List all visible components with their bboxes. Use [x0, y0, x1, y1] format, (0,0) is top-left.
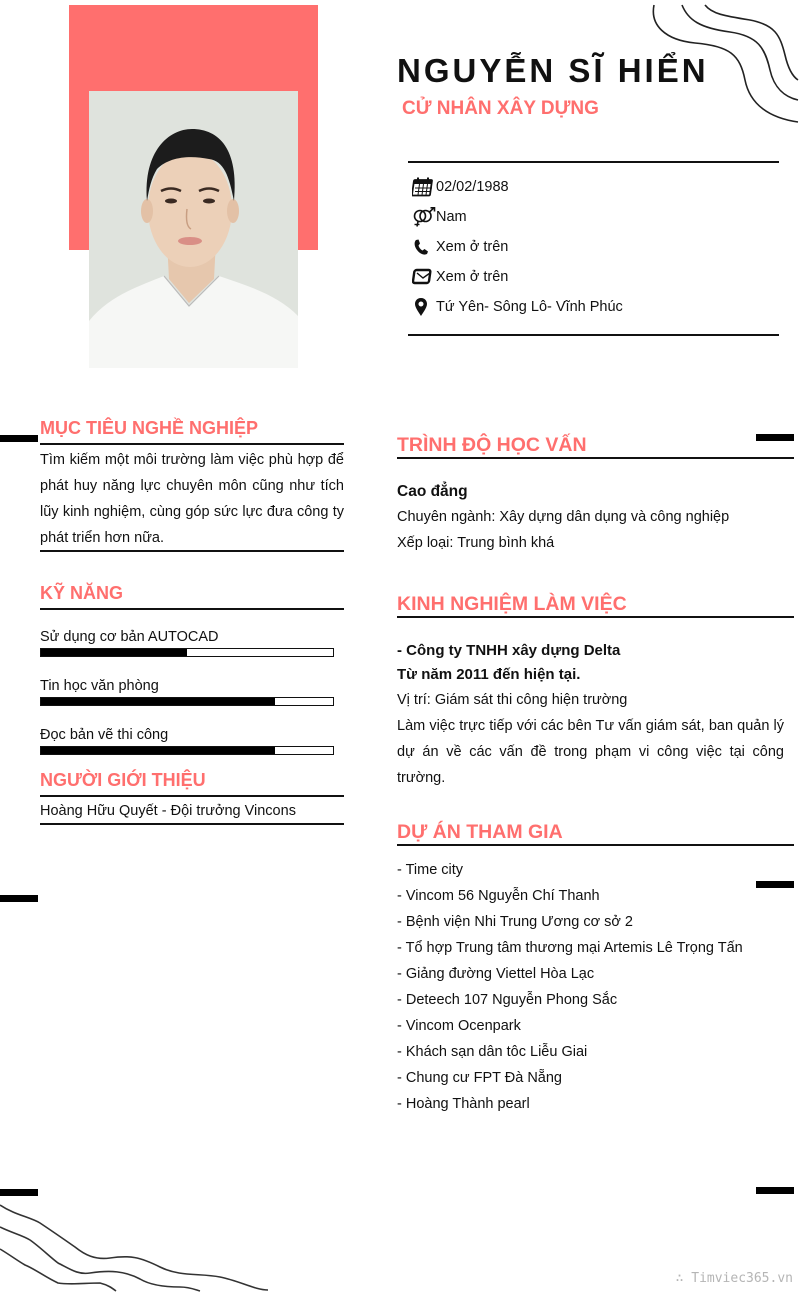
info-row-birthdate [412, 177, 509, 197]
references-bottom-rule [40, 823, 344, 825]
references-rule [40, 795, 344, 797]
email-icon [412, 267, 436, 287]
education-rule [397, 457, 794, 459]
skill-label: Tin học văn phòng [40, 678, 159, 694]
contact-info [408, 161, 779, 336]
objective-text: Tìm kiếm một môi trường làm việc phù hợp để phát huy năng lực chuyên môn cũng như tích lũy kinh nghiệm, cùng góp sức lực đưa công ty phát triển hơn nữa. [40, 452, 344, 546]
experience-rule [397, 616, 794, 618]
skill-progress-fill [41, 698, 275, 705]
skill-label: Đọc bản vẽ thi công [40, 727, 169, 743]
references-text: Hoàng Hữu Quyết - Đội trưởng Vincons [40, 803, 296, 819]
phone-value[interactable]: Xem ở trên [436, 239, 509, 255]
education-title: TRÌNH ĐỘ HỌC VẤN [397, 434, 587, 456]
experience-company: - Công ty TNHH xây dựng Delta [397, 642, 621, 659]
project-item: - Chung cư FPT Đà Nẵng [397, 1070, 562, 1086]
education-major: Chuyên ngành: Xây dựng dân dụng và công nghiệp [397, 509, 730, 525]
info-row-email [412, 267, 508, 287]
location-pin-icon [412, 297, 436, 317]
project-item: - Vincom Ocenpark [397, 1018, 521, 1034]
email-value[interactable]: Xem ở trên [436, 269, 509, 285]
gender-icon [412, 207, 436, 227]
portrait-image [89, 91, 298, 368]
watermark: ∴ Timviec365.vn [675, 1271, 793, 1286]
projects-rule [397, 844, 794, 846]
info-row-address [412, 297, 623, 317]
phone-icon [412, 237, 436, 257]
education-degree: Cao đẳng [397, 483, 468, 500]
projects-title: DỰ ÁN THAM GIA [397, 821, 563, 843]
birthdate-value: 02/02/1988 [436, 179, 509, 195]
objective-rule [40, 443, 344, 445]
project-item: - Bệnh viện Nhi Trung Ương cơ sở 2 [397, 914, 633, 930]
experience-description: Làm việc trực tiếp với các bên Tư vấn giám sát, ban quản lý dự án về các vấn đề trong phạm vi công việc tại công trường. [397, 718, 784, 786]
skill-progress-bar [40, 746, 334, 755]
skill-progress-bar [40, 697, 334, 706]
skills-title: KỸ NĂNG [40, 583, 124, 603]
skill-progress-fill [41, 649, 187, 656]
decor-bar-left-2 [0, 895, 38, 902]
decor-bar-left-1 [0, 435, 38, 442]
skill-progress-fill [41, 747, 275, 754]
experience-title: KINH NGHIỆM LÀM VIỆC [397, 593, 627, 615]
decor-bar-right-2 [756, 881, 794, 888]
education-grade: Xếp loại: Trung bình khá [397, 535, 555, 551]
project-item: - Giảng đường Viettel Hòa Lạc [397, 966, 595, 982]
gender-value: Nam [436, 209, 467, 225]
decor-bar-right-1 [756, 434, 794, 441]
skill-progress-bar [40, 648, 334, 657]
projects-list [397, 857, 743, 1117]
info-row-gender [412, 207, 467, 227]
project-item: - Vincom 56 Nguyễn Chí Thanh [397, 888, 600, 904]
wave-decoration-bottom-left [0, 1195, 280, 1295]
experience-period: Từ năm 2011 đến hiện tại. [397, 666, 581, 683]
address-value: Tứ Yên- Sông Lô- Vĩnh Phúc [436, 299, 623, 315]
candidate-title: CỬ NHÂN XÂY DỰNG [402, 98, 599, 119]
project-item: - Tổ hợp Trung tâm thương mại Artemis Lê Trọng Tấn [397, 940, 743, 956]
project-item: - Time city [397, 862, 464, 878]
experience-position: Vị trí: Giám sát thi công hiện trường [397, 692, 628, 708]
skills-rule [40, 608, 344, 610]
project-item: - Deteech 107 Nguyễn Phong Sắc [397, 992, 618, 1008]
calendar-icon [412, 177, 436, 197]
profile-photo [89, 91, 298, 368]
references-title: NGƯỜI GIỚI THIỆU [40, 770, 206, 790]
objective-title: MỤC TIÊU NGHỀ NGHIỆP [40, 418, 259, 438]
info-row-phone [412, 237, 508, 257]
decor-bar-right-3 [756, 1187, 794, 1194]
skill-label: Sử dụng cơ bản AUTOCAD [40, 629, 219, 645]
project-item: - Khách sạn dân tôc Liễu Giai [397, 1044, 588, 1060]
decor-bar-left-3 [0, 1189, 38, 1196]
project-item: - Hoàng Thành pearl [397, 1096, 530, 1112]
candidate-name: NGUYỄN SĨ HIỂN [397, 52, 709, 89]
objective-bottom-rule [40, 550, 344, 552]
